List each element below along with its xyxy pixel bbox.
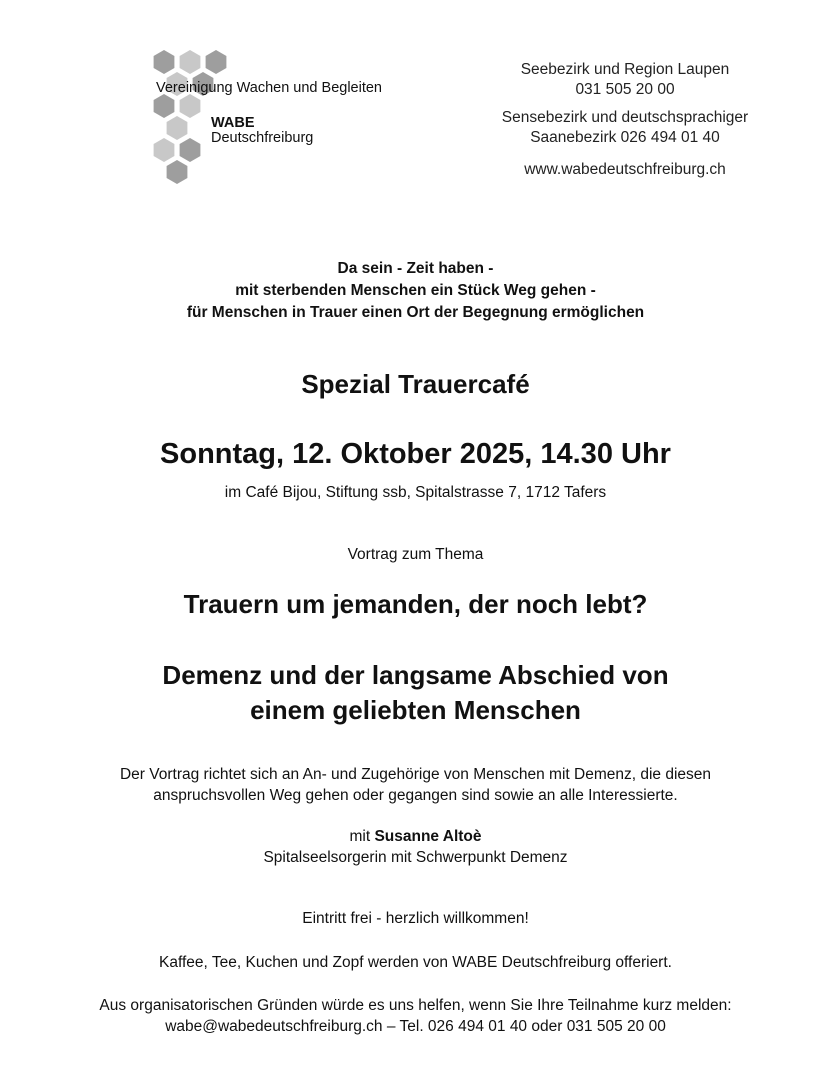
- hexagon: [167, 160, 188, 184]
- hexagon: [154, 138, 175, 162]
- intro-line3: für Menschen in Trauer einen Ort der Begegnung ermöglichen: [186, 304, 645, 321]
- speaker-line: [0, 826, 831, 847]
- contact-region2-line1: Sensebezirk und deutschsprachiger: [501, 109, 749, 126]
- contact-phone1: 031 505 20 00: [575, 81, 675, 98]
- speaker-block: [0, 826, 831, 868]
- talk-subtheme: [0, 658, 831, 728]
- hexagon: [180, 94, 201, 118]
- registration-line1: Aus organisatorischen Gründen würde es uns helfen, wenn Sie Ihre Teilnahme kurz melden:: [99, 997, 732, 1014]
- contact-region1: Seebezirk und Region Laupen: [520, 61, 730, 78]
- hexagon: [206, 50, 227, 74]
- logo-org-name: Vereinigung Wachen und Begleiten: [156, 80, 382, 96]
- talk-description-line1: Der Vortrag richtet sich an An- und Zugehörige von Menschen mit Demenz, die diesen: [119, 766, 712, 783]
- hexagon: [180, 50, 201, 74]
- registration-line2[interactable]: wabe@wabedeutschfreiburg.ch – Tel. 026 494 01 40 oder 031 505 20 00: [165, 1018, 666, 1035]
- speaker-role: Spitalseelsorgerin mit Schwerpunkt Demenz: [263, 849, 568, 866]
- speaker-prefix: mit: [349, 828, 375, 845]
- hexagon: [154, 50, 175, 74]
- talk-theme: Trauern um jemanden, der noch lebt?: [183, 589, 648, 619]
- event-title: Spezial Trauercafé: [301, 369, 530, 399]
- talk-subtheme-line2: einem geliebten Menschen: [250, 695, 581, 725]
- refreshments-note: Kaffee, Tee, Kuchen und Zopf werden von WABE Deutschfreiburg offeriert.: [159, 954, 672, 971]
- admission-note: Eintritt frei - herzlich willkommen!: [302, 910, 529, 927]
- talk-intro: Vortrag zum Thema: [347, 546, 484, 563]
- event-date: Sonntag, 12. Oktober 2025, 14.30 Uhr: [160, 438, 671, 470]
- hexagon: [180, 138, 201, 162]
- event-venue: im Café Bijou, Stiftung ssb, Spitalstrasse 7, 1712 Tafers: [224, 484, 607, 501]
- hexagon: [167, 116, 188, 140]
- registration-note: [0, 995, 831, 1037]
- contact-website-link[interactable]: www.wabedeutschfreiburg.ch: [524, 161, 726, 178]
- talk-description-line2: anspruchsvollen Weg gehen oder gegangen sind sowie an alle Interessierte.: [153, 787, 678, 804]
- intro-line1: Da sein - Zeit haben -: [337, 260, 494, 277]
- talk-subtheme-line1: Demenz und der langsame Abschied von: [162, 660, 669, 690]
- intro-line2: mit sterbenden Menschen ein Stück Weg gehen -: [235, 282, 596, 299]
- hexagon: [154, 94, 175, 118]
- intro-text: [0, 258, 831, 324]
- talk-description: [0, 764, 831, 806]
- contact-region2-line2: Saanebezirk 026 494 01 40: [530, 129, 720, 146]
- speaker-name: Susanne Altoè: [374, 828, 482, 845]
- logo-wabe: WABE: [211, 115, 255, 131]
- logo-region: Deutschfreiburg: [211, 130, 314, 146]
- wabe-logo-honeycomb: [150, 48, 410, 190]
